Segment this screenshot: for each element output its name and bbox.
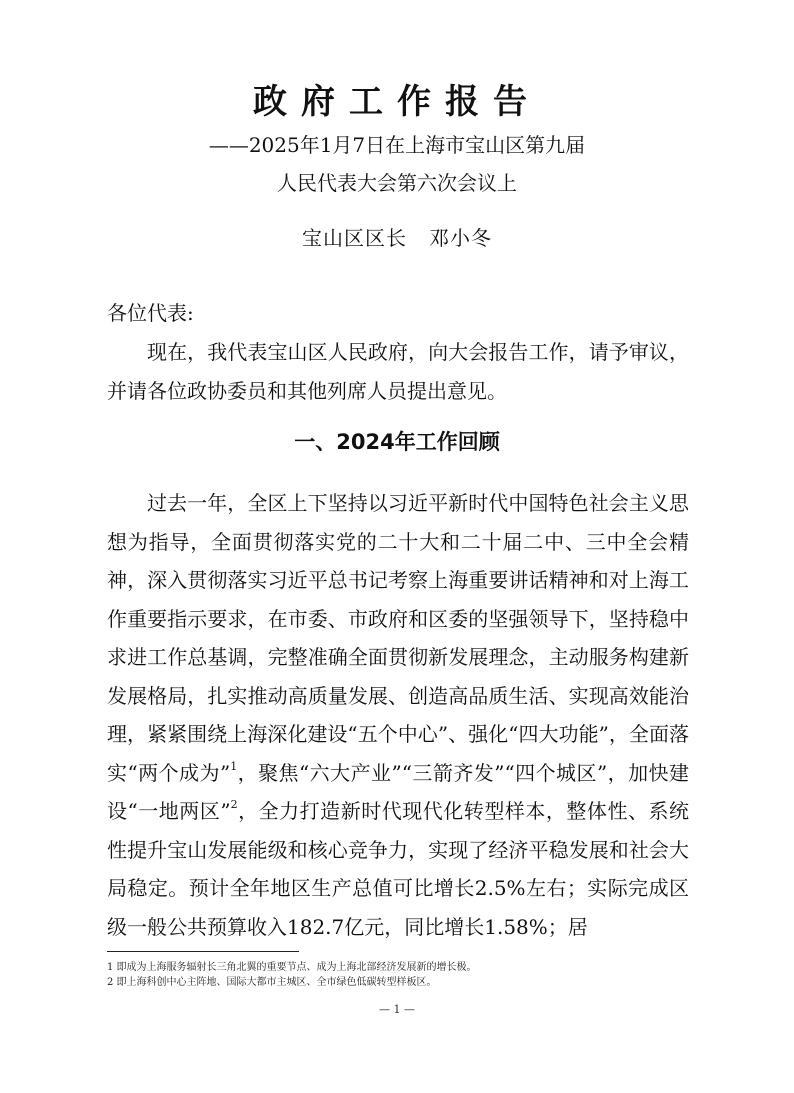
report-author — [0, 223, 794, 253]
footnote-1: 1 即成为上海服务辐射长三角北翼的重要节点、成为上海北部经济发展新的增长极。 — [107, 962, 477, 973]
opening-paragraph: 现在，我代表宝山区人民政府，向大会报告工作，请予审议，并请各位政协委员和其他列席人员提出意见。 — [107, 340, 689, 403]
section-heading: 一、2024年工作回顾 — [294, 430, 500, 454]
report-subtitle-line1: ——2025年1月7日在上海市宝山区第九届 — [208, 133, 586, 157]
footnote-ref-2: 2 — [230, 798, 238, 812]
page-number: — 1 — — [379, 1003, 415, 1016]
footnote-ref-1: 1 — [230, 759, 238, 773]
author-title: 宝山区区长 — [302, 226, 407, 250]
report-title: 政府工作报告 — [253, 82, 541, 122]
footnotes — [107, 960, 707, 990]
review-text-part2: ，聚焦“六大产业”“三箭齐发”“四个城区”，加快建设“一地两区” — [107, 760, 689, 823]
footnote-divider — [107, 951, 299, 952]
review-paragraph — [107, 484, 689, 946]
author-name: 邓小冬 — [429, 226, 492, 250]
report-subtitle-line2: 人民代表大会第六次会议上 — [277, 171, 517, 195]
review-text-part1: 过去一年，全区上下坚持以习近平新时代中国特色社会主义思想为指导，全面贯彻落实党的二十大和二十届二中、三中全会精神，深入贯彻落实习近平总书记考察上海重要讲话精神和对上海工作重要指示要求，在市委、市政府和区委的坚强领导下，坚持稳中求进工作总基调，完整准确全面贯彻新发展理念，主动服务构建新发展格局，扎实推动高质量发展、创造高品质生活、实现高效能治理，紧紧围绕上海深化建设“五个中心”、强化“四大功能”，全面落实“两个成为” — [107, 491, 689, 785]
salutation: 各位代表: — [107, 301, 194, 325]
footnote-2: 2 即上海科创中心主阵地、国际大都市主城区、全市绿色低碳转型样板区。 — [107, 977, 437, 988]
review-text-part3: ，全力打造新时代现代化转型样本，整体性、系统性提升宝山发展能级和核心竞争力，实现了经济平稳发展和社会大局稳定。预计全年地区生产总值可比增长2.5%左右；实际完成区级一般公共预算收入182.7亿元，同比增长1.58%；居 — [107, 799, 690, 939]
